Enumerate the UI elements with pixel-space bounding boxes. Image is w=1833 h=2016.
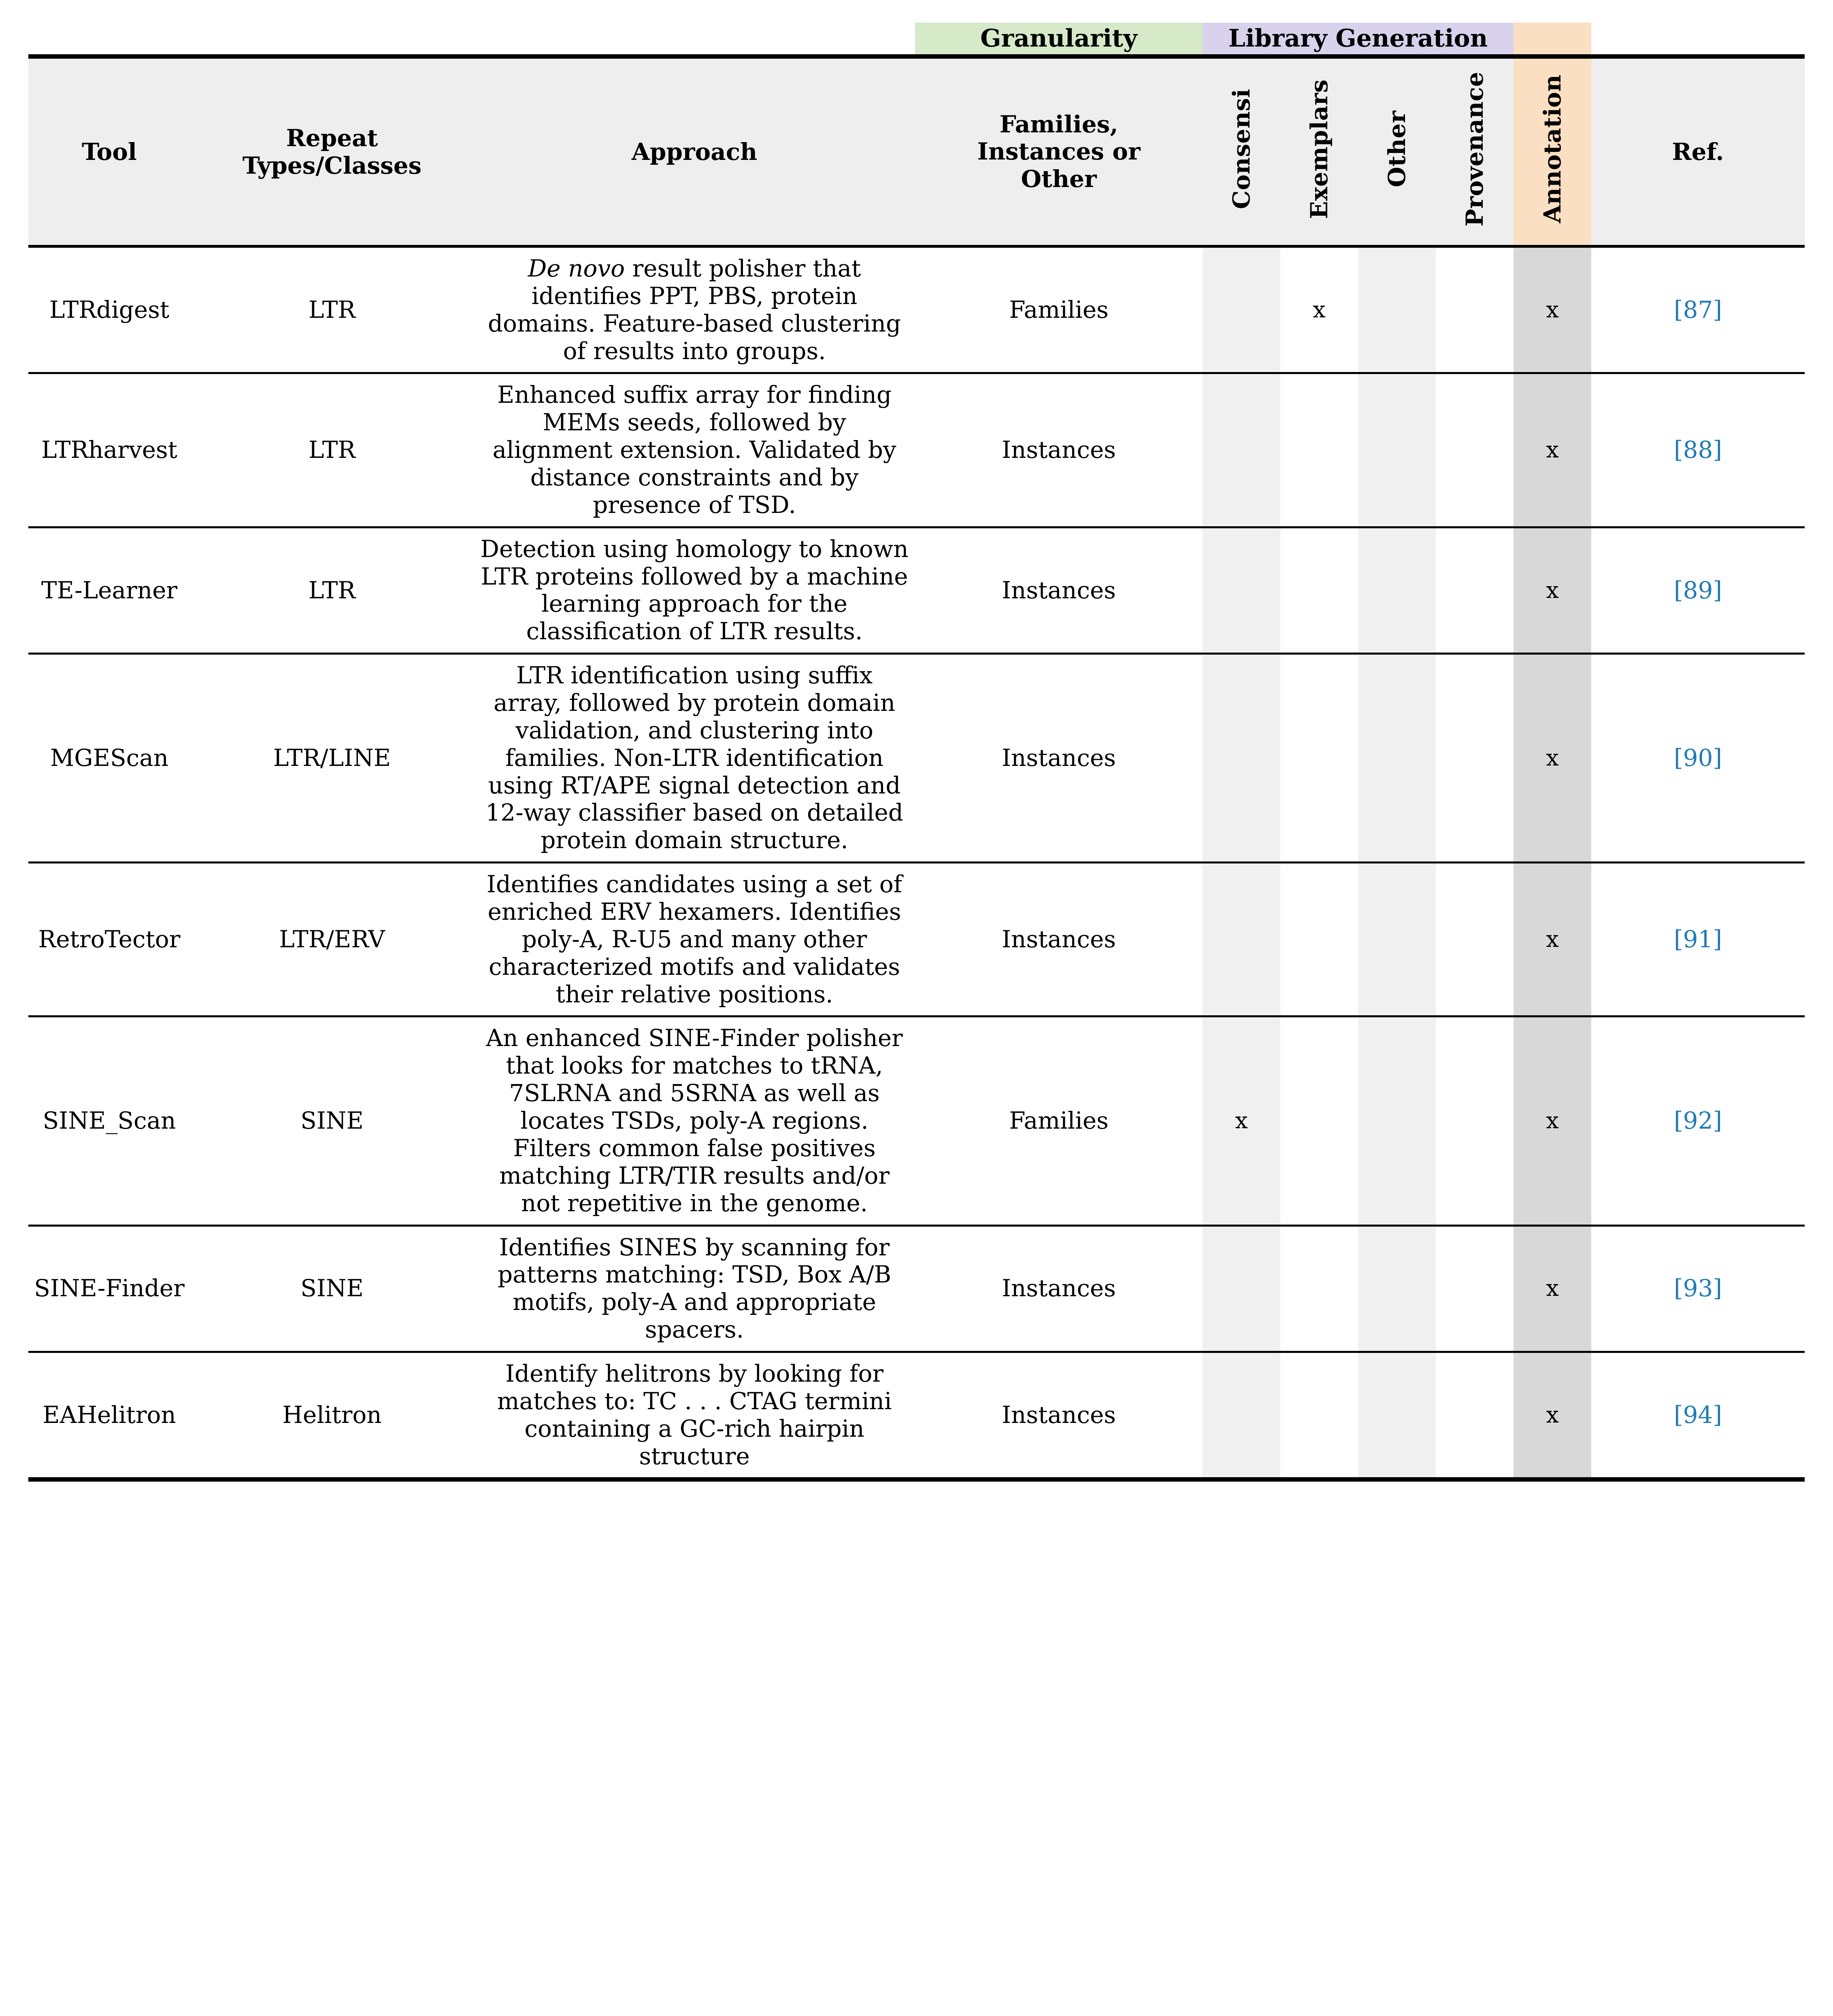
cell-granularity: Families xyxy=(1009,1107,1109,1135)
col-header-annotation xyxy=(1514,57,1591,247)
table-row xyxy=(28,1017,1805,1225)
group-annotation-band xyxy=(1514,23,1591,54)
bottom-rule xyxy=(28,1477,1805,1480)
cell-approach: An enhanced SINE-Finder polisher that looks for matches to tRNA, 7SLRNA and 5SRNA as well as locates TSDs, poly-A regions. Filters common false positives matching LTR/TIR results and/or not repetitive in the genome. xyxy=(486,1024,903,1217)
cell-repeat-types: LTR xyxy=(308,296,356,323)
cell-ref xyxy=(1591,654,1805,863)
cell-repeat-types: SINE xyxy=(300,1274,364,1302)
col-header-consensi-label: Consensi xyxy=(1228,89,1255,209)
col-header-consensi xyxy=(1203,57,1280,247)
cell-consensi-mark xyxy=(1203,863,1280,1017)
cell-provenance-mark xyxy=(1436,654,1514,863)
cell-annotation-mark: x xyxy=(1514,1352,1591,1477)
col-header-other-label: Other xyxy=(1383,111,1411,187)
table-row xyxy=(28,373,1805,527)
tools-comparison-table xyxy=(28,23,1805,1482)
cell-approach xyxy=(474,247,915,373)
reference-link[interactable]: [89] xyxy=(1673,576,1722,604)
cell-exemplars-mark: x xyxy=(1280,247,1358,373)
col-header-tool: Tool xyxy=(28,57,190,247)
col-header-ref: Ref. xyxy=(1591,57,1805,247)
cell-granularity: Instances xyxy=(1002,576,1116,604)
cell-other-mark xyxy=(1358,527,1436,653)
cell-consensi-mark xyxy=(1203,654,1280,863)
cell-repeat-types: LTR/LINE xyxy=(273,744,391,772)
cell-ref xyxy=(1591,247,1805,373)
cell-provenance-mark xyxy=(1436,247,1514,373)
cell-exemplars-mark xyxy=(1280,1017,1358,1225)
col-header-provenance-label: Provenance xyxy=(1461,71,1488,227)
col-header-repeat-types: Repeat Types/Classes xyxy=(190,57,474,247)
cell-repeat-types: Helitron xyxy=(282,1401,382,1429)
cell-ref xyxy=(1591,1352,1805,1477)
table-row xyxy=(28,863,1805,1017)
cell-provenance-mark xyxy=(1436,373,1514,527)
reference-link[interactable]: [93] xyxy=(1673,1274,1722,1302)
cell-granularity: Instances xyxy=(1002,436,1116,464)
cell-tool: RetroTector xyxy=(38,925,181,953)
cell-repeat-types: SINE xyxy=(300,1107,364,1135)
cell-ref xyxy=(1591,1017,1805,1225)
table-header xyxy=(28,23,1805,247)
reference-link[interactable]: [88] xyxy=(1673,436,1722,464)
cell-other-mark xyxy=(1358,247,1436,373)
table-row xyxy=(28,1352,1805,1477)
cell-provenance-mark xyxy=(1436,1017,1514,1225)
granularity-sub-line-3: Other xyxy=(1021,165,1097,193)
cell-annotation-mark: x xyxy=(1514,1017,1591,1225)
cell-annotation-mark: x xyxy=(1514,1225,1591,1352)
cell-tool: SINE-Finder xyxy=(34,1274,185,1302)
col-header-approach: Approach xyxy=(474,57,915,247)
col-header-exemplars xyxy=(1280,57,1358,247)
cell-approach: Identify helitrons by looking for matches to: TC . . . CTAG termini containing a GC-rich hairpin structure xyxy=(497,1359,892,1470)
table-row xyxy=(28,1225,1805,1352)
col-header-annotation-label: Annotation xyxy=(1539,74,1567,223)
group-granularity xyxy=(915,23,1203,57)
cell-other-mark xyxy=(1358,1225,1436,1352)
reference-link[interactable]: [94] xyxy=(1673,1401,1722,1429)
cell-ref xyxy=(1591,527,1805,653)
cell-exemplars-mark xyxy=(1280,654,1358,863)
cell-annotation-mark: x xyxy=(1514,247,1591,373)
cell-consensi-mark: x xyxy=(1203,1017,1280,1225)
group-granularity-label: Granularity xyxy=(915,23,1203,54)
cell-other-mark xyxy=(1358,1017,1436,1225)
cell-approach: Identifies SINES by scanning for patterns matching: TSD, Box A/B motifs, poly-A and appropriate spacers. xyxy=(497,1233,892,1344)
group-library-generation-label: Library Generation xyxy=(1203,23,1514,54)
cell-approach: Enhanced suffix array for finding MEMs seeds, followed by alignment extension. Validated by distance constraints and by presence of TSD. xyxy=(492,381,896,519)
reference-link[interactable]: [91] xyxy=(1673,925,1722,953)
group-spacer-tool xyxy=(28,23,190,57)
cell-granularity: Instances xyxy=(1002,744,1116,772)
group-spacer-approach xyxy=(474,23,915,57)
header-label-row xyxy=(28,57,1805,247)
cell-granularity: Instances xyxy=(1002,1401,1116,1429)
group-annotation xyxy=(1514,23,1591,57)
header-group-row xyxy=(28,23,1805,57)
approach-text: result polisher that identifies PPT, PBS, protein domains. Feature-based clustering of results into groups. xyxy=(488,255,901,365)
cell-repeat-types: LTR xyxy=(308,576,356,604)
cell-approach: LTR identification using suffix array, followed by protein domain validation, and clustering into families. Non-LTR identification using RT/APE signal detection and 12-way classifier based on detailed protein domain structure. xyxy=(485,661,903,854)
cell-provenance-mark xyxy=(1436,527,1514,653)
cell-approach: Detection using homology to known LTR proteins followed by a machine learning approach for the classification of LTR results. xyxy=(480,535,909,645)
col-header-exemplars-label: Exemplars xyxy=(1305,79,1333,219)
cell-approach: Identifies candidates using a set of enriched ERV hexamers. Identifies poly-A, R-U5 and many other characterized motifs and validates their relative positions. xyxy=(486,870,903,1008)
table-row xyxy=(28,654,1805,863)
group-spacer-repeat xyxy=(190,23,474,57)
cell-other-mark xyxy=(1358,373,1436,527)
cell-ref xyxy=(1591,1225,1805,1352)
cell-other-mark xyxy=(1358,654,1436,863)
table-row xyxy=(28,247,1805,373)
granularity-sub-line-1: Families, xyxy=(999,111,1118,138)
cell-provenance-mark xyxy=(1436,863,1514,1017)
reference-link[interactable]: [92] xyxy=(1673,1107,1722,1135)
approach-italic-term: De novo xyxy=(528,255,625,282)
cell-tool: EAHelitron xyxy=(43,1401,176,1429)
cell-tool: LTRharvest xyxy=(41,436,177,464)
cell-exemplars-mark xyxy=(1280,373,1358,527)
cell-annotation-mark: x xyxy=(1514,654,1591,863)
cell-tool: MGEScan xyxy=(50,744,169,772)
cell-consensi-mark xyxy=(1203,1225,1280,1352)
reference-link[interactable]: [87] xyxy=(1673,296,1722,323)
table-row xyxy=(28,527,1805,653)
table-body xyxy=(28,247,1805,1478)
cell-consensi-mark xyxy=(1203,247,1280,373)
cell-ref xyxy=(1591,373,1805,527)
group-library-generation xyxy=(1203,23,1514,57)
cell-exemplars-mark xyxy=(1280,527,1358,653)
cell-exemplars-mark xyxy=(1280,1225,1358,1352)
cell-tool: LTRdigest xyxy=(49,296,170,323)
cell-granularity: Instances xyxy=(1002,925,1116,953)
cell-tool: TE-Learner xyxy=(41,576,178,604)
cell-annotation-mark: x xyxy=(1514,373,1591,527)
reference-link[interactable]: [90] xyxy=(1673,744,1722,772)
col-header-other xyxy=(1358,57,1436,247)
cell-provenance-mark xyxy=(1436,1352,1514,1477)
cell-granularity: Families xyxy=(1009,296,1109,323)
cell-other-mark xyxy=(1358,863,1436,1017)
cell-ref xyxy=(1591,863,1805,1017)
granularity-sub-line-2: Instances or xyxy=(977,138,1141,166)
cell-provenance-mark xyxy=(1436,1225,1514,1352)
cell-granularity: Instances xyxy=(1002,1274,1116,1302)
cell-consensi-mark xyxy=(1203,527,1280,653)
cell-annotation-mark: x xyxy=(1514,863,1591,1017)
cell-tool: SINE_Scan xyxy=(43,1107,176,1135)
cell-repeat-types: LTR xyxy=(308,436,356,464)
table-footer xyxy=(28,1477,1805,1480)
cell-annotation-mark: x xyxy=(1514,527,1591,653)
group-spacer-ref xyxy=(1591,23,1805,57)
cell-exemplars-mark xyxy=(1280,1352,1358,1477)
cell-repeat-types: LTR/ERV xyxy=(279,925,385,953)
col-header-granularity-sub xyxy=(915,57,1203,247)
cell-consensi-mark xyxy=(1203,1352,1280,1477)
cell-exemplars-mark xyxy=(1280,863,1358,1017)
cell-consensi-mark xyxy=(1203,373,1280,527)
cell-other-mark xyxy=(1358,1352,1436,1477)
col-header-provenance xyxy=(1436,57,1514,247)
